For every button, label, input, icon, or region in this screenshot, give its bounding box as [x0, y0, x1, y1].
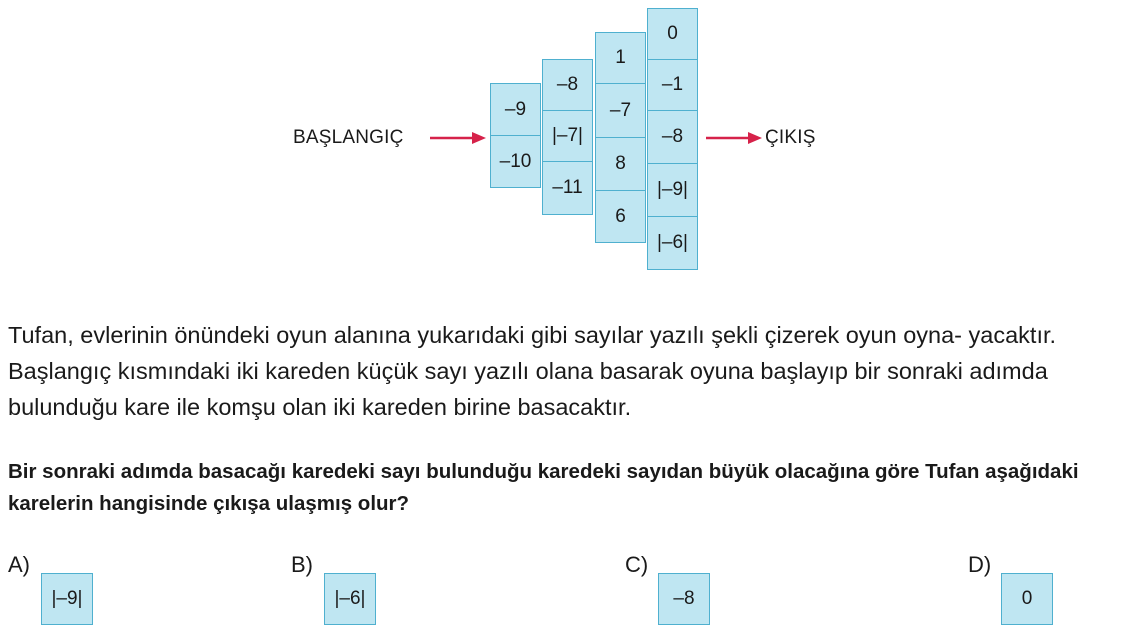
grid-cell[interactable]: 6: [595, 190, 646, 243]
grid-cell[interactable]: –11: [542, 161, 593, 215]
question-text: Bir sonraki adımda basacağı karedeki sayı bulunduğu karedeki sayıdan büyük olacağına göre Tufan aşağıdaki karelerin hangisinde çıkışa ulaşmış olur?: [8, 460, 1079, 515]
start-arrow-icon: [428, 128, 488, 148]
option-b-letter: B): [291, 552, 313, 577]
grid-cell[interactable]: |–6|: [647, 216, 698, 270]
grid-cell[interactable]: 0: [647, 8, 698, 60]
grid-cell[interactable]: –10: [490, 135, 541, 188]
grid-cell[interactable]: –8: [647, 110, 698, 164]
option-a-letter: A): [8, 552, 30, 577]
start-label: BAŞLANGIÇ: [293, 127, 404, 148]
grid-cell[interactable]: |–7|: [542, 110, 593, 162]
option-c-box[interactable]: –8: [658, 573, 710, 625]
option-d-box[interactable]: 0: [1001, 573, 1053, 625]
grid-cell[interactable]: –7: [595, 83, 646, 138]
problem-text: Tufan, evlerinin önündeki oyun alanına yukarıdaki gibi sayılar yazılı şekli çizerek oyun oyna- yacaktır. Başlangıç kısmındaki iki kareden küçük sayı yazılı olana basarak oyuna başlayıp bir sonraki adımda bulunduğu kare ile komşu olan iki kareden birine basacaktır.: [8, 322, 1057, 420]
grid-cell[interactable]: 8: [595, 137, 646, 191]
option-b-box[interactable]: |–6|: [324, 573, 376, 625]
option-a-box[interactable]: |–9|: [41, 573, 93, 625]
exit-label: ÇIKIŞ: [765, 127, 816, 148]
grid-cell[interactable]: –8: [542, 59, 593, 111]
exit-arrow-icon: [704, 128, 764, 148]
option-c-letter: C): [625, 552, 649, 577]
grid-cell[interactable]: –1: [647, 59, 698, 111]
grid-cell[interactable]: |–9|: [647, 163, 698, 217]
grid-cell[interactable]: –9: [490, 83, 541, 136]
grid-cell[interactable]: 1: [595, 32, 646, 84]
option-d-letter: D): [968, 552, 992, 577]
